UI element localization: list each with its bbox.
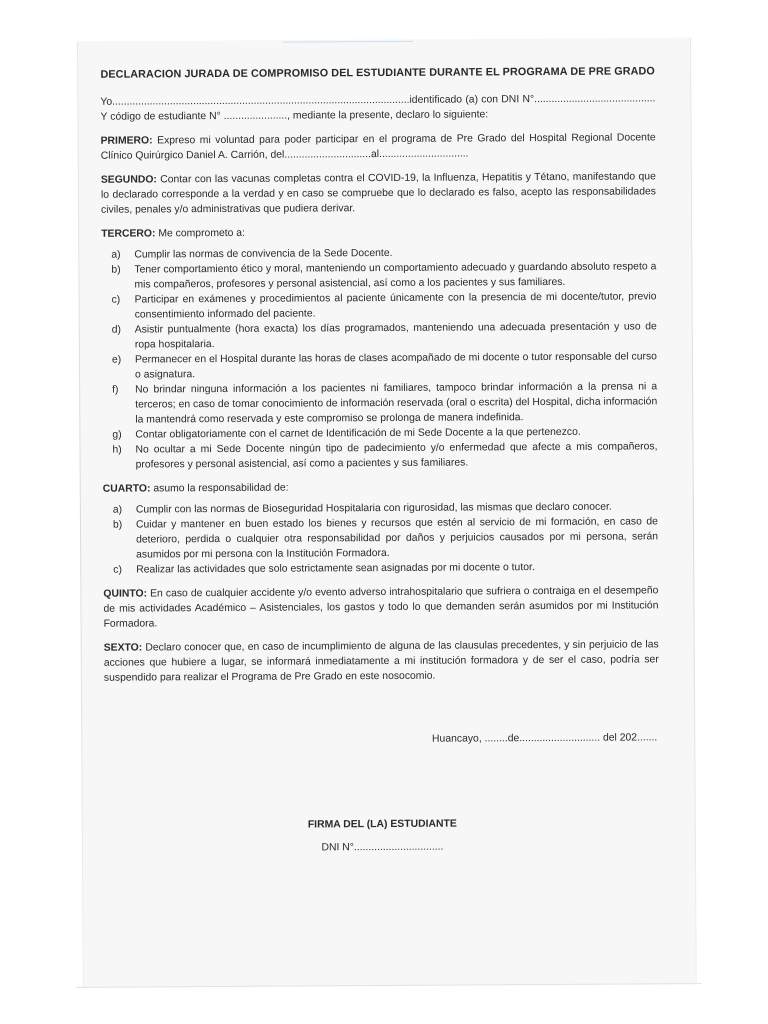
document-body — [100, 64, 660, 856]
list-item-text: Cumplir con las normas de Bioseguridad Hospitalaria con rigurosidad, las mismas que declaro conocer. — [135, 501, 612, 516]
clause-text: Me comprometo a: — [155, 227, 245, 240]
list-letter: h) — [112, 444, 122, 456]
clause-text: Expreso mi voluntad para poder participar en el programa de Pre Grado del Hospital Regional Docente Clínico Quirúrgico Daniel A. Carrión, del..............................al............................... — [100, 132, 656, 162]
scan-artifact-line — [76, 983, 702, 988]
list-letter: d) — [111, 324, 122, 336]
list-item-text: No brindar ninguna información a los pacientes ni familiares, tampoco brindar información a la prensa ni a terceros; en caso de tomar conocimiento de información reservada (oral o escrita) del Hospital, dicha información la mantendrá como reservada y este compromiso se prolonga de manera indefinida. — [135, 381, 658, 426]
list-item-text: Permanecer en el Hospital durante las horas de clases acompañado de mi docente o tutor responsable del curso o asignatura. — [134, 351, 657, 381]
clause-label: SEGUNDO: — [100, 174, 157, 186]
tercero-list — [101, 244, 657, 472]
scan-edge-right — [690, 38, 697, 983]
signature-dni: DNI N°............................... — [321, 841, 444, 854]
list-item-text: Cumplir las normas de convivencia de la Sede Docente. — [134, 247, 393, 261]
list-item-text: No ocultar a mi Sede Docente ningún tipo de padecimiento y/o enfermedad que afecte a mis compañeros, profesores y personal asistencial, así como a pacientes y sus familiares. — [135, 441, 658, 471]
clause-label: CUARTO: — [102, 483, 151, 495]
list-letter: c) — [113, 564, 122, 576]
clause-text: Declaro conocer que, en caso de incumplimiento de alguna de las clausulas precedentes, y sin perjuicio de las acciones que hubiere a lugar, se informará inmediatamente a mi institución formadora y de ser el caso, podría ser suspendido para realizar el Programa de Pre Grado en este nosocomio. — [103, 639, 659, 684]
list-letter: a) — [112, 504, 123, 516]
list-letter: a) — [111, 249, 121, 261]
list-item — [101, 259, 656, 292]
scan-edge-left — [77, 42, 84, 987]
list-letter: g) — [112, 429, 122, 441]
list-letter: b) — [111, 264, 121, 276]
list-item — [102, 289, 657, 322]
intro-codigo: código de estudiante N° ......................, mediante la presente, declaro lo siguiente: — [110, 109, 489, 123]
signature-block — [105, 815, 660, 856]
clause-text: asumo la responsabilidad de: — [150, 482, 289, 495]
intro-paragraph — [100, 91, 655, 124]
list-letter: b) — [112, 519, 123, 531]
list-item-text: Cuidar y mantener en buen estado los bienes y recursos que estén al servicio de mi formación, en caso de deterioro, perdida o cualquier otra responsabilidad por daños y perjuicios causados por mi persona, serán asumidos por mi persona con la Institución Formadora. — [135, 516, 659, 561]
clause-primero — [101, 130, 656, 163]
document-page — [78, 38, 696, 987]
scan-artifact-line — [283, 41, 413, 43]
document-title: DECLARACION JURADA DE COMPROMISO DEL ESTUDIANTE DURANTE EL PROGRAMA DE PRE GRADO — [100, 65, 655, 81]
clause-cuarto — [103, 478, 659, 577]
list-item-text: Contar obligatoriamente con el carnet de Identificación de mi Sede Docente a la que pertenezco. — [135, 426, 581, 441]
clause-label: PRIMERO: — [100, 135, 153, 147]
list-item — [102, 349, 657, 382]
clause-text: En caso de cualquier accidente y/o evento adverso intrahospitalario que sufriera o contraiga en el desempeño de mis actividades Académico – Asistenciales, los gastos y todo lo que demanden serán asumidos por mi Institución Formadora. — [103, 585, 659, 630]
clause-label: TERCERO: — [101, 228, 156, 240]
list-letter: e) — [111, 354, 122, 366]
clause-sexto — [104, 637, 659, 685]
list-item — [102, 439, 657, 472]
list-letter: f) — [112, 384, 119, 396]
list-letter: c) — [111, 294, 121, 306]
intro-yo: Yo....................................................................................................... — [100, 94, 410, 108]
clause-label: QUINTO: — [103, 588, 148, 600]
signature-label: FIRMA DEL (LA) ESTUDIANTE — [307, 818, 457, 831]
place-date-line: Huancayo, ........de............................ del 202....... — [432, 732, 658, 745]
cuarto-list — [103, 499, 658, 577]
list-item-text: Asistir puntualmente (hora exacta) los días programados, manteniendo una adecuada presentación y uso de ropa hospitalaria. — [134, 321, 657, 351]
clause-quinto — [103, 583, 658, 631]
intro-identificado: identificado (a) con DNI N°.......................................... Y — [100, 93, 656, 123]
list-item — [103, 559, 658, 577]
clause-segundo — [101, 169, 656, 217]
clause-text: Contar con las vacunas completas contra el COVID-19, la Influenza, Hepatitis y Tétano, manifestando que lo declarado corresponde a la verdad y en caso se compruebe que lo declarado es falso, acepto las responsabilidades civiles, penales y/o administrativas que pudiera derivar. — [100, 171, 656, 216]
list-item-text: Realizar las actividades que solo estrictamente sean asignadas por mi docente o tutor. — [136, 562, 535, 576]
list-item-text: Participar en exámenes y procedimientos al paciente únicamente con la presencia de mi docente/tutor, previo consentimiento informado del paciente. — [134, 291, 657, 321]
clause-tercero — [101, 223, 657, 472]
clause-label: SEXTO: — [103, 642, 143, 654]
list-item-text: Tener comportamiento ético y moral, manteniendo un comportamiento adecuado y guardando absoluto respeto a mis compañeros, profesores y personal asistencial, así como a los pacientes y sus familiares. — [134, 261, 657, 291]
list-item — [102, 319, 657, 352]
list-item — [102, 379, 657, 427]
list-item — [103, 514, 658, 562]
